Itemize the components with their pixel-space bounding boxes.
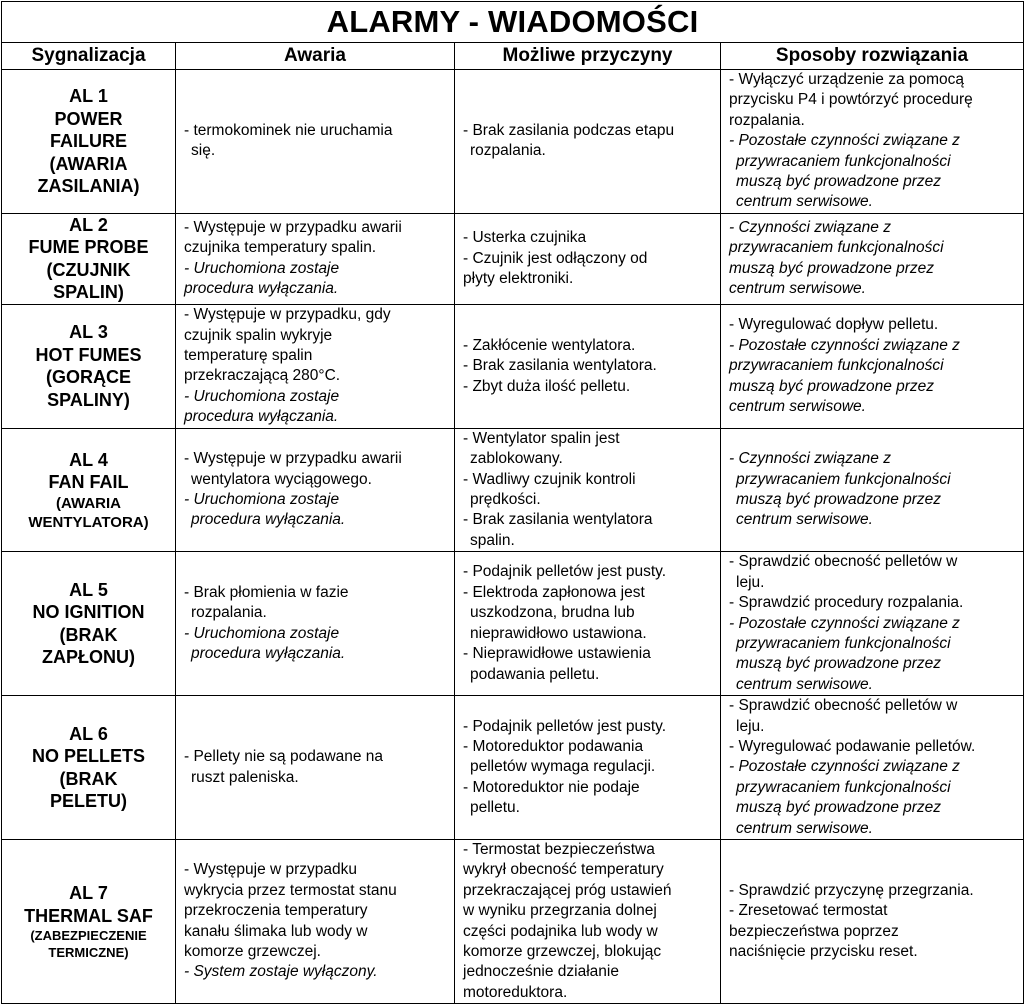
cell-line: - Wentylator spalin jest xyxy=(463,429,620,447)
cell-line: bezpieczeństwa poprzez xyxy=(729,922,899,940)
cell-line: - Termostat bezpieczeństwa xyxy=(463,840,655,858)
signal-line: (AWARIA xyxy=(56,494,121,512)
cell-line: czujnik spalin wykryje xyxy=(184,326,333,344)
cell-line: procedura wyłączania. xyxy=(191,511,346,529)
cell-line: płyty elektroniki. xyxy=(463,270,574,288)
cell-line: - Zbyt duża ilość pelletu. xyxy=(463,377,631,395)
solutions-cell xyxy=(721,213,1024,304)
cell-line: - Uruchomiona zostaje xyxy=(184,387,340,405)
signal-line: WENTYLATORA) xyxy=(28,513,149,531)
cell-line: muszą być prowadzone przez xyxy=(729,259,935,277)
table-row xyxy=(2,696,1024,840)
cell-line: - Wadliwy czujnik kontroli xyxy=(463,470,636,488)
cell-line: przywracaniem funkcjonalności xyxy=(729,357,944,375)
signal-line: FAILURE xyxy=(49,131,127,152)
signal-line: FAN FAIL xyxy=(48,472,129,493)
causes-cell xyxy=(455,839,721,1003)
cell-line: - Pozostałe czynności związane z xyxy=(729,614,960,632)
cell-line: - Czujnik jest odłączony od xyxy=(463,249,648,267)
table-row xyxy=(2,839,1024,1003)
cell-line: - Brak zasilania podczas etapu xyxy=(463,122,675,140)
cell-line: - Elektroda zapłonowa jest xyxy=(463,583,645,601)
column-header-causes: Możliwe przyczyny xyxy=(455,43,721,70)
causes-cell xyxy=(455,428,721,551)
cell-line: rozpalania. xyxy=(470,142,546,160)
column-header-signal: Sygnalizacja xyxy=(2,43,176,70)
table-row xyxy=(2,304,1024,428)
cell-line: części podajnika lub wody w xyxy=(463,922,658,940)
signal-line: (BRAK xyxy=(59,768,118,789)
cell-line: - Motoreduktor podawania xyxy=(463,737,644,755)
table-row xyxy=(2,213,1024,304)
cell-line: przekroczenia temperatury xyxy=(184,902,368,920)
signal-line: PELETU) xyxy=(49,791,127,812)
cell-line: - Wyregulować dopływ pelletu. xyxy=(729,316,939,334)
cell-line: centrum serwisowe. xyxy=(736,511,873,529)
cell-line: procedura wyłączania. xyxy=(191,645,346,663)
cell-line: - Sprawdzić procedury rozpalania. xyxy=(729,594,964,612)
cell-line: zablokowany. xyxy=(470,450,563,468)
cell-line: centrum serwisowe. xyxy=(729,280,866,298)
cell-line: leju. xyxy=(736,573,765,591)
cell-line: - Podajnik pelletów jest pusty. xyxy=(463,717,667,735)
signal-line: SPALINY) xyxy=(47,389,130,410)
cell-line: - Pellety nie są podawane na xyxy=(184,748,384,766)
signal-line: AL 3 xyxy=(69,322,108,343)
alarm-table xyxy=(1,1,1024,1004)
failure-cell xyxy=(176,428,455,551)
cell-line: się. xyxy=(191,142,216,160)
cell-line: - termokominek nie uruchamia xyxy=(184,122,393,140)
cell-line: - Pozostałe czynności związane z xyxy=(729,336,960,354)
signal-line: POWER xyxy=(54,108,123,129)
solutions-cell xyxy=(721,428,1024,551)
cell-line: centrum serwisowe. xyxy=(736,819,873,837)
signal-line: ZASILANIA) xyxy=(37,176,140,197)
cell-line: spalin. xyxy=(470,531,515,549)
column-header-failure: Awaria xyxy=(176,43,455,70)
cell-line: ruszt paleniska. xyxy=(191,768,299,786)
cell-line: prędkości. xyxy=(470,491,541,509)
cell-line: - Usterka czujnika xyxy=(463,229,587,247)
cell-line: pelletu. xyxy=(470,799,520,817)
signal-line: AL 5 xyxy=(69,579,108,600)
signal-line: (GORĄCE xyxy=(46,367,131,388)
signal-line: FUME PROBE xyxy=(28,237,149,258)
cell-line: - Wyregulować podawanie pelletów. xyxy=(729,737,976,755)
cell-line: - Uruchomiona zostaje xyxy=(184,624,340,642)
failure-cell xyxy=(176,839,455,1003)
cell-line: muszą być prowadzone przez xyxy=(736,655,942,673)
signal-cell xyxy=(2,70,176,214)
cell-line: temperaturę spalin xyxy=(184,346,313,364)
failure-cell xyxy=(176,70,455,214)
cell-line: - Nieprawidłowe ustawienia xyxy=(463,645,651,663)
signal-line: (ZABEZPIECZENIE xyxy=(30,928,147,944)
cell-line: - Podajnik pelletów jest pusty. xyxy=(463,563,667,581)
cell-line: przekraczającą 280°C. xyxy=(184,367,341,385)
cell-line: - Sprawdzić przyczynę przegrzania. xyxy=(729,881,974,899)
cell-line: wentylatora wyciągowego. xyxy=(191,470,372,488)
cell-line: podawania pelletu. xyxy=(470,665,600,683)
failure-cell xyxy=(176,696,455,840)
cell-line: procedura wyłączania. xyxy=(184,408,339,426)
table-row xyxy=(2,70,1024,214)
signal-line: NO IGNITION xyxy=(32,602,145,623)
solutions-cell xyxy=(721,304,1024,428)
cell-line: kanału ślimaka lub wody w xyxy=(184,922,368,940)
signal-line: TERMICZNE) xyxy=(48,945,129,961)
cell-line: przekraczającej próg ustawień xyxy=(463,881,672,899)
cell-line: centrum serwisowe. xyxy=(729,397,866,415)
cell-line: komorze grzewczej. xyxy=(184,943,321,960)
cell-line: leju. xyxy=(736,717,765,735)
signal-cell xyxy=(2,304,176,428)
signal-line: (BRAK xyxy=(59,624,118,645)
signal-cell xyxy=(2,428,176,551)
cell-line: - Czynności związane z xyxy=(729,450,891,468)
cell-line: przywracaniem funkcjonalności xyxy=(736,634,951,652)
cell-line: - Pozostałe czynności związane z xyxy=(729,758,960,776)
failure-cell xyxy=(176,304,455,428)
solutions-cell xyxy=(721,839,1024,1003)
causes-cell xyxy=(455,70,721,214)
solutions-cell xyxy=(721,552,1024,696)
causes-cell xyxy=(455,304,721,428)
signal-cell xyxy=(2,696,176,840)
cell-line: przywracaniem funkcjonalności xyxy=(736,152,951,170)
signal-line: AL 6 xyxy=(69,723,108,744)
table-row xyxy=(2,428,1024,551)
cell-line: - Uruchomiona zostaje xyxy=(184,491,340,509)
solutions-cell xyxy=(721,696,1024,840)
cell-line: muszą być prowadzone przez xyxy=(736,799,942,817)
cell-line: motoreduktora. xyxy=(463,983,568,1001)
signal-line: NO PELLETS xyxy=(31,746,145,767)
cell-line: przywracaniem funkcjonalności xyxy=(736,778,951,796)
cell-line: - Uruchomiona zostaje xyxy=(184,259,340,277)
failure-cell xyxy=(176,552,455,696)
table-row xyxy=(2,552,1024,696)
cell-line: - Czynności związane z xyxy=(729,219,891,237)
cell-line: - Występuje w przypadku awarii xyxy=(184,450,402,468)
cell-line: komorze grzewczej, blokując xyxy=(463,943,662,960)
cell-line: muszą być prowadzone przez xyxy=(729,377,935,395)
cell-line: - Sprawdzić obecność pelletów w xyxy=(729,697,958,715)
signal-line: AL 7 xyxy=(69,883,108,904)
cell-line: czujnika temperatury spalin. xyxy=(184,239,377,257)
signal-line: ZAPŁONU) xyxy=(42,647,135,668)
cell-line: - System zostaje wyłączony. xyxy=(184,963,378,981)
cell-line: - Brak zasilania wentylatora. xyxy=(463,357,657,375)
solutions-cell xyxy=(721,70,1024,214)
cell-line: rozpalania. xyxy=(729,111,805,129)
column-header-solutions: Sposoby rozwiązania xyxy=(721,43,1024,70)
signal-line: AL 2 xyxy=(69,214,108,235)
cell-line: w wyniku przegrzania dolnej xyxy=(463,902,657,920)
signal-line: AL 4 xyxy=(69,449,108,470)
cell-line: wykrył obecność temperatury xyxy=(463,861,664,879)
cell-line: naciśnięcie przycisku reset. xyxy=(729,943,918,960)
cell-line: przywracaniem funkcjonalności xyxy=(729,239,944,257)
cell-line: muszą być prowadzone przez xyxy=(736,491,942,509)
failure-cell xyxy=(176,213,455,304)
cell-line: - Występuje w przypadku awarii xyxy=(184,219,402,237)
signal-line: HOT FUMES xyxy=(35,344,142,365)
cell-line: - Pozostałe czynności związane z xyxy=(729,132,960,150)
cell-line: przywracaniem funkcjonalności xyxy=(736,470,951,488)
cell-line: przycisku P4 i powtórzyć procedurę xyxy=(729,91,973,109)
signal-cell xyxy=(2,213,176,304)
causes-cell xyxy=(455,213,721,304)
signal-cell xyxy=(2,552,176,696)
cell-line: - Sprawdzić obecność pelletów w xyxy=(729,553,958,571)
signal-cell xyxy=(2,839,176,1003)
cell-line: - Występuje w przypadku xyxy=(184,861,358,879)
cell-line: centrum serwisowe. xyxy=(736,193,873,211)
cell-line: muszą być prowadzone przez xyxy=(736,173,942,191)
signal-line: (AWARIA xyxy=(49,153,128,174)
cell-line: - Zakłócenie wentylatora. xyxy=(463,336,636,354)
cell-line: centrum serwisowe. xyxy=(736,675,873,693)
signal-line: THERMAL SAF xyxy=(24,905,153,926)
cell-line: - Brak płomienia w fazie xyxy=(184,583,349,601)
signal-line: (CZUJNIK xyxy=(46,259,131,280)
cell-line: - Wyłączyć urządzenie za pomocą xyxy=(729,71,965,88)
cell-line: jednocześnie działanie xyxy=(463,963,619,981)
cell-line: pelletów wymaga regulacji. xyxy=(470,758,656,776)
cell-line: uszkodzona, brudna lub xyxy=(470,604,635,622)
page-title: ALARMY - WIADOMOŚCI xyxy=(2,2,1024,43)
cell-line: wykrycia przez termostat stanu xyxy=(184,881,397,899)
cell-line: nieprawidłowo ustawiona. xyxy=(470,624,647,642)
signal-line: SPALIN) xyxy=(53,282,124,303)
causes-cell xyxy=(455,696,721,840)
cell-line: - Występuje w przypadku, gdy xyxy=(184,306,391,324)
cell-line: rozpalania. xyxy=(191,604,267,622)
cell-line: - Brak zasilania wentylatora xyxy=(463,511,653,529)
cell-line: - Motoreduktor nie podaje xyxy=(463,778,640,796)
causes-cell xyxy=(455,552,721,696)
signal-line: AL 1 xyxy=(69,86,108,107)
cell-line: procedura wyłączania. xyxy=(184,280,339,298)
cell-line: - Zresetować termostat xyxy=(729,902,888,920)
